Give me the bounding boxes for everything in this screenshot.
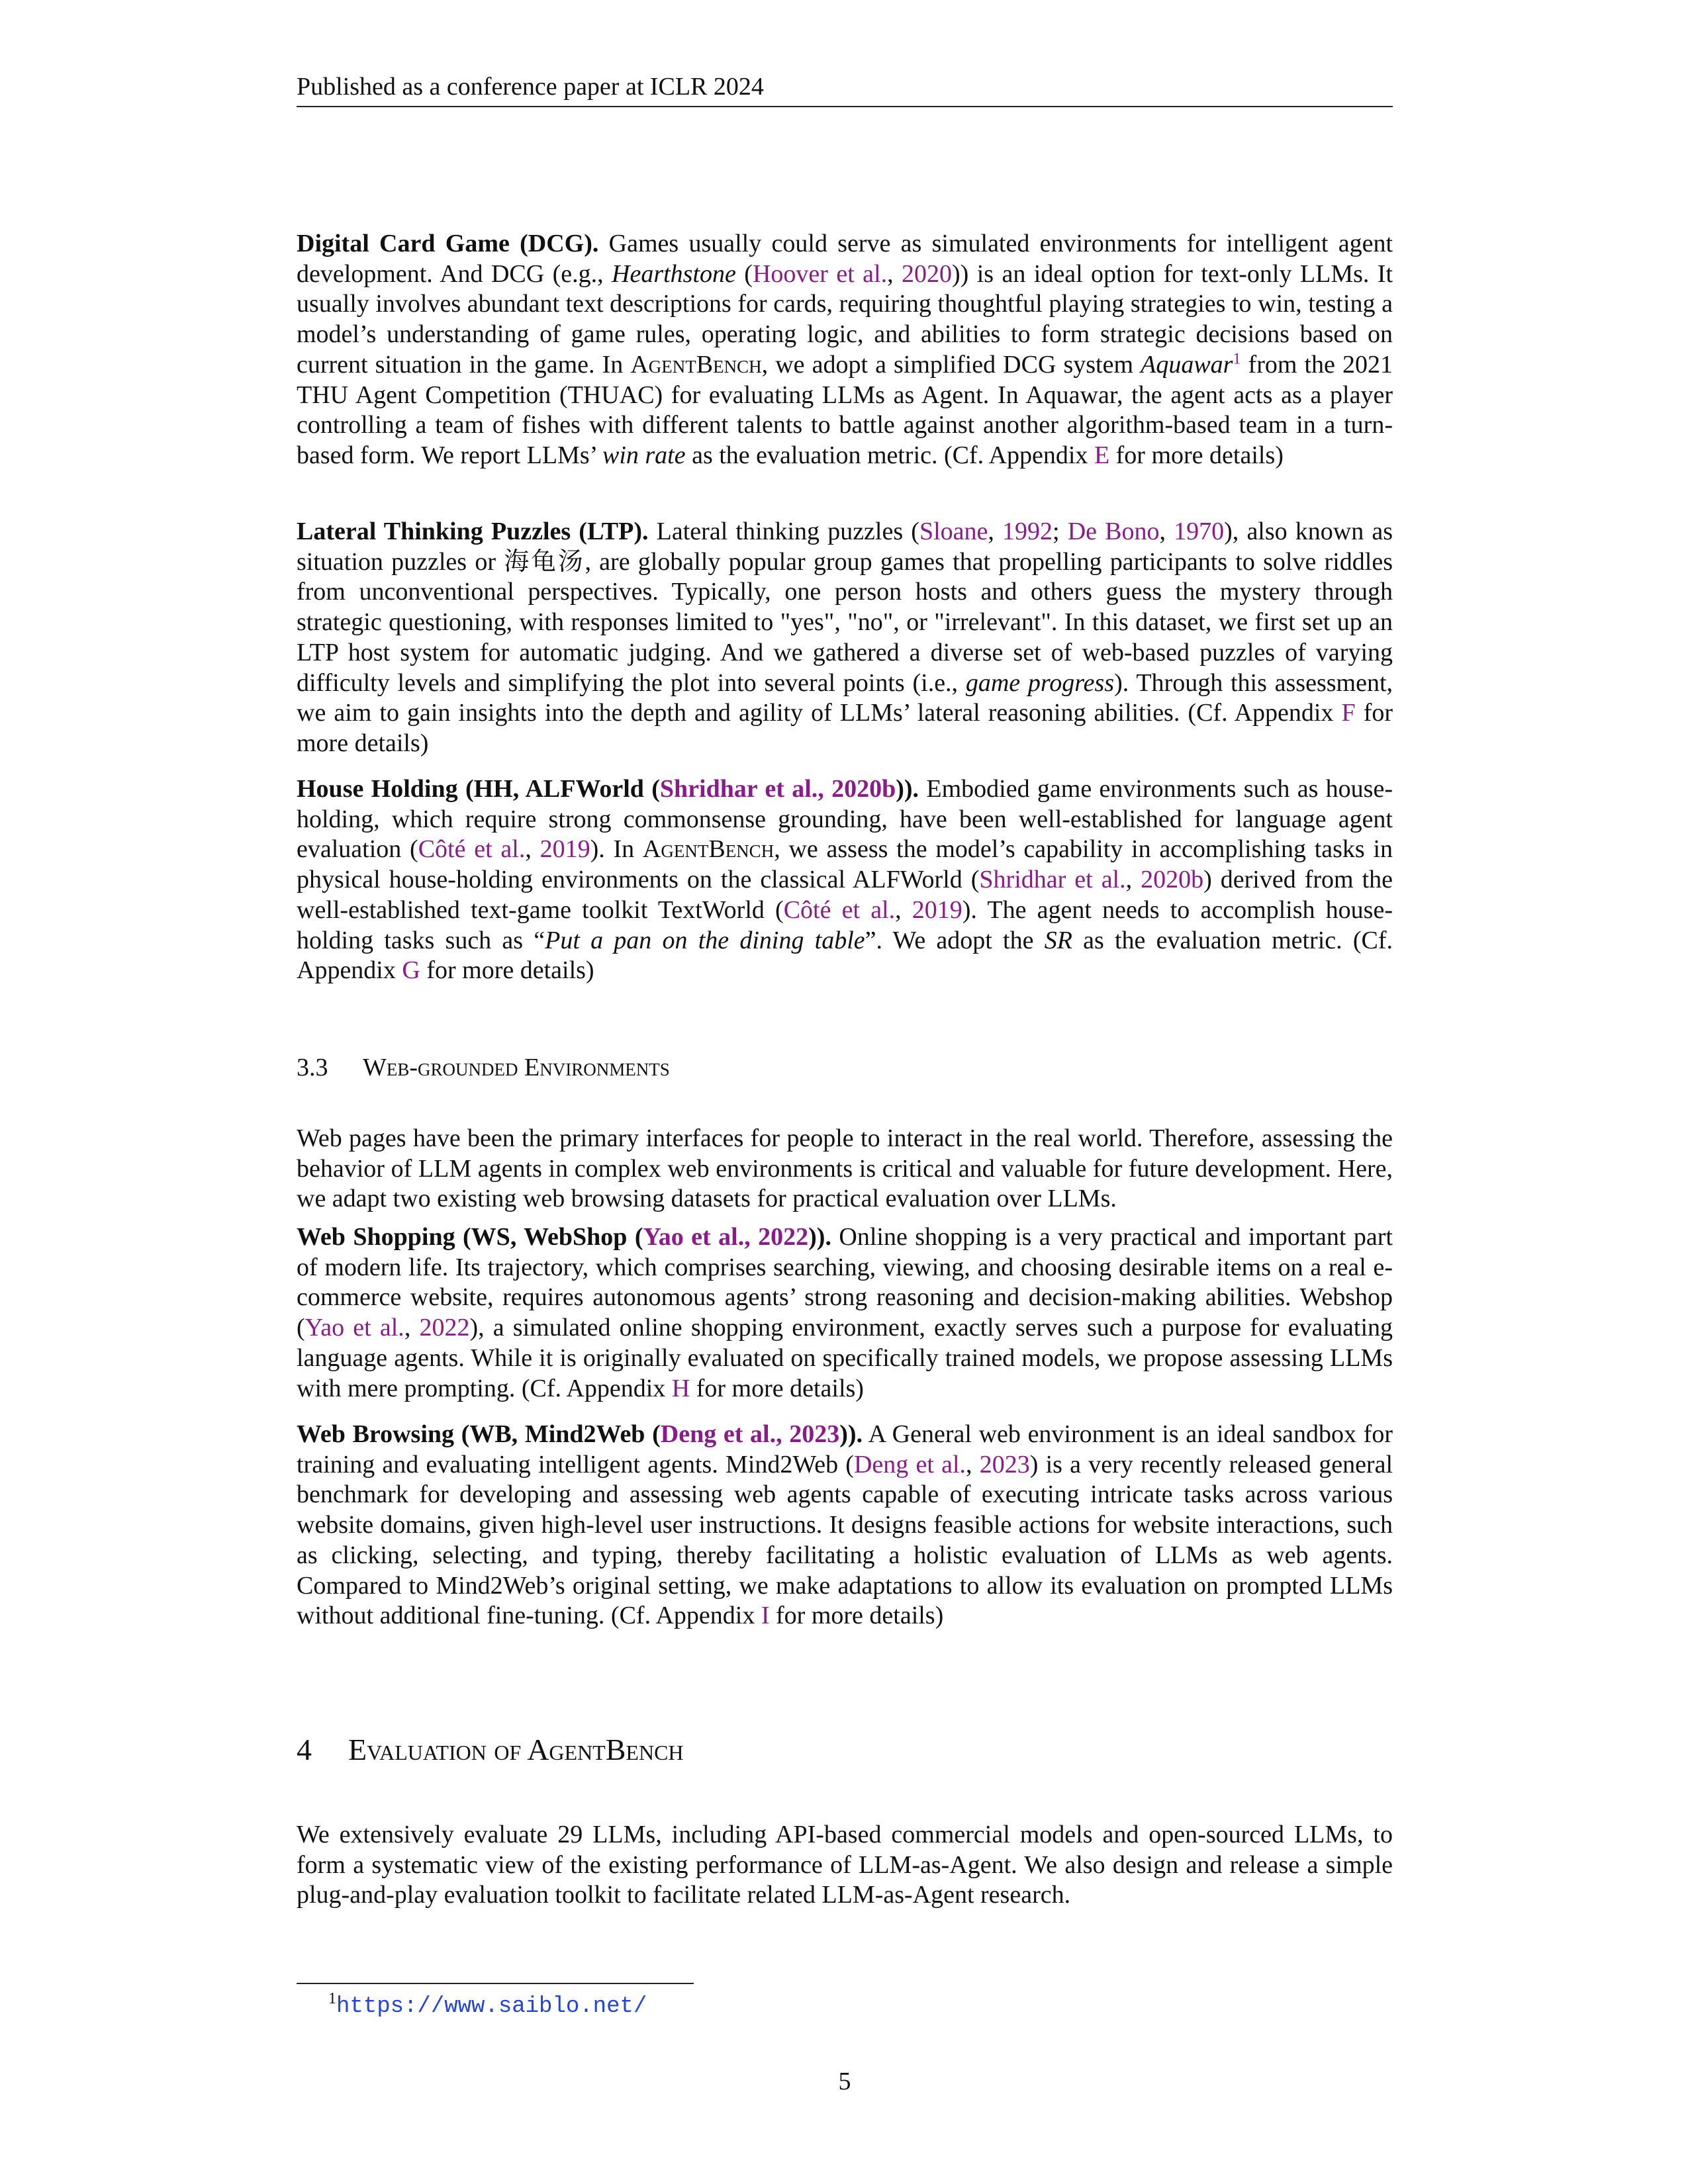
citation-link[interactable]: 2019 [539, 835, 590, 864]
footnote-marker[interactable]: 1 [1233, 350, 1241, 368]
web-intro-paragraph: Web pages have been the primary interfaces for people to interact in the real world. Therefore, assessing the behavior of LLM agents in complex web environments is critical and valuable for future development. Here, we adapt two existing web browsing datasets for practical evaluation over LLMs. [297, 1124, 1393, 1213]
citation-link[interactable]: 2022 [419, 1314, 470, 1342]
footnote-url-link[interactable]: https://www.saiblo.net/ [336, 1994, 647, 2019]
wb-heading: Web Browsing (WB, Mind2Web (Deng et al., 2023)). [297, 1420, 863, 1448]
page-number: 5 [838, 2068, 851, 2095]
footnote-rule [297, 1983, 694, 1984]
citation-link[interactable]: Deng et al., 2023 [660, 1420, 840, 1448]
section-4-heading: 4 Evaluation of AgentBench [297, 1733, 684, 1766]
eval-intro-paragraph: We extensively evaluate 29 LLMs, including API-based commercial models and open-sourced LLMs, to form a systematic view of the existing performance of LLM-as-Agent. We also design and release a simple plug-and-play evaluation toolkit to facilitate related LLM-as-Agent research. [297, 1821, 1393, 1909]
appendix-link[interactable]: E [1094, 441, 1110, 469]
ltp-paragraph: Lateral Thinking Puzzles (LTP). Lateral thinking puzzles (Sloane, 1992; De Bono, 1970), also known as situation puzzles or 海龟汤, are globally popular group games that propelling participants to solve riddles from unconventional perspectives. Typically, one person hosts and others guess the mystery through strategic questioning, with responses limited to "yes", "no", or "irrelevant". In this dataset, we first set up an LTP host system for automatic judging. And we gathered a diverse set of web-based puzzles of varying difficulty levels and simplifying the plot into several points (i.e., game progress). Through this assessment, we aim to gain insights into the depth and agility of LLMs’ lateral reasoning abilities. (Cf. Appendix F for more details) [297, 518, 1393, 757]
citation-link[interactable]: 2020b [1141, 866, 1204, 894]
citation-link[interactable]: Côté et al. [418, 835, 526, 864]
hh-paragraph: House Holding (HH, ALFWorld (Shridhar et al., 2020b)). Embodied game environments such as house-holding, which require strong commonsense grounding, have been well-established for language agent evaluation (Côté et al., 2019). In AgentBench, we assess the model’s capability in accomplishing tasks in physical house-holding environments on the classical ALFWorld (Shridhar et al., 2020b) derived from the well-established text-game toolkit TextWorld (Côté et al., 2019). The agent needs to accomplish house-holding tasks such as “Put a pan on the dining table”. We adopt the SR as the evaluation metric. (Cf. Appendix G for more details) [297, 775, 1393, 985]
appendix-link[interactable]: F [1341, 699, 1356, 727]
citation-link[interactable]: 2020 [902, 259, 953, 288]
citation-link[interactable]: Deng et al. [853, 1450, 966, 1479]
citation-link[interactable]: Yao et al. [305, 1314, 404, 1342]
citation-link[interactable]: 1970 [1174, 518, 1225, 545]
citation-link[interactable]: Sloane [919, 518, 988, 545]
citation-link[interactable]: Shridhar et al. [979, 866, 1126, 894]
wb-paragraph: Web Browsing (WB, Mind2Web (Deng et al., 2023)). A General web environment is an ideal sandbox for training and evaluating intelligent agents. Mind2Web (Deng et al., 2023) is a very recently released general benchmark for developing and assessing web agents capable of executing intricate tasks across various website domains, given high-level user instructions. It designs feasible actions for website interactions, such as clicking, selecting, and typing, thereby facilitating a holistic evaluation of LLMs as web agents. Compared to Mind2Web’s original setting, we make adaptations to allow its evaluation on prompted LLMs without additional fine-tuning. (Cf. Appendix I for more details) [297, 1420, 1393, 1630]
citation-link[interactable]: Hoover et al. [752, 259, 888, 288]
citation-link[interactable]: Shridhar et al., 2020b [659, 775, 896, 803]
ws-paragraph: Web Shopping (WS, WebShop (Yao et al., 2022)). Online shopping is a very practical and important part of modern life. Its trajectory, which comprises searching, viewing, and choosing desirable items on a real e-commerce website, requires autonomous agents’ strong reasoning and decision-making abilities. Webshop (Yao et al., 2022), a simulated online shopping environment, exactly serves such a purpose for evaluating language agents. While it is originally evaluated on specifically trained models, we propose assessing LLMs with mere prompting. (Cf. Appendix H for more details) [297, 1223, 1393, 1402]
appendix-link[interactable]: G [402, 956, 420, 985]
footnote-number: 1 [328, 1990, 336, 2007]
agentbench-name: AgentBench [642, 835, 774, 864]
hh-heading: House Holding (HH, ALFWorld (Shridhar et al., 2020b)). [297, 775, 919, 803]
citation-link[interactable]: Côté et al. [783, 895, 896, 924]
citation-link[interactable]: Yao et al., 2022 [643, 1223, 809, 1251]
citation-link[interactable]: De Bono [1067, 518, 1160, 545]
footnote [328, 1989, 647, 2021]
citation-link[interactable]: 1992 [1002, 518, 1053, 545]
dcg-paragraph: Digital Card Game (DCG). Games usually could serve as simulated environments for intelligent agent development. And DCG (e.g., Hearthstone (Hoover et al., 2020)) is an ideal option for text-only LLMs. It usually involves abundant text descriptions for cards, requiring thoughtful playing strategies to win, testing a model’s understanding of game rules, operating logic, and abilities to form strategic decisions based on current situation in the game. In AgentBench, we adopt a simplified DCG system Aquawar$^1$ from the 2021 THU Agent Competition (THUAC) for evaluating LLMs as Agent. In Aquawar, the agent acts as a player controlling a team of fishes with different talents to battle against another algorithm-based team in a turn-based form. We report LLMs’ win rate as the evaluation metric. (Cf. Appendix E for more details) [297, 230, 1393, 469]
dcg-heading: Digital Card Game (DCG). [297, 230, 599, 257]
running-header: Published as a conference paper at ICLR 2024 [297, 71, 1393, 107]
ws-heading: Web Shopping (WS, WebShop (Yao et al., 2022)). [297, 1223, 831, 1251]
citation-link[interactable]: 2023 [979, 1450, 1030, 1479]
citation-link[interactable]: 2019 [912, 895, 962, 924]
appendix-link[interactable]: H [671, 1374, 690, 1402]
appendix-link[interactable]: I [761, 1602, 770, 1630]
ltp-heading: Lateral Thinking Puzzles (LTP). [297, 518, 649, 545]
agentbench-name: AgentBench [630, 350, 762, 379]
section-3-3-heading: 3.3 Web-grounded Environments [297, 1054, 670, 1081]
